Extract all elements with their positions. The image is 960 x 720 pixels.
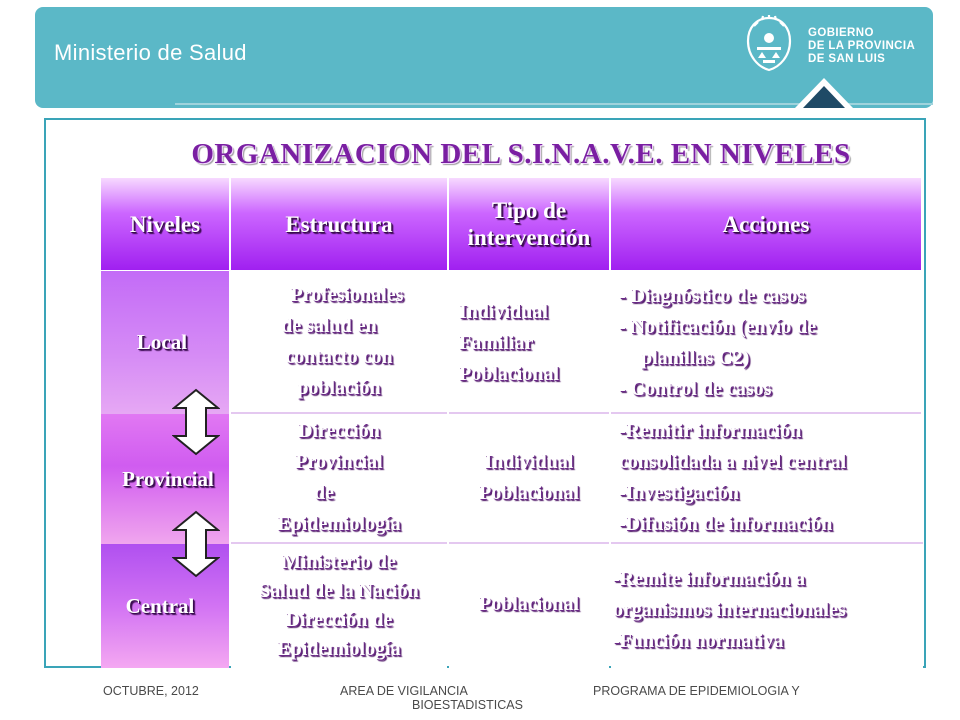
tipo-provincial: [449, 414, 609, 544]
estructura-line: Salud de la Nación: [259, 580, 419, 602]
estructura-provincial: [231, 414, 447, 544]
estructura-line: Dirección de: [285, 609, 393, 631]
column-header-tipo: [449, 178, 609, 270]
estructura-line: de salud en: [281, 314, 377, 337]
tipo-line: Poblacional: [478, 592, 579, 615]
tipo-line: Poblacional: [459, 363, 560, 385]
accion-line: - Notificación (envío de: [619, 316, 817, 338]
estructura-line: Profesionales: [290, 283, 404, 306]
column-header-label: intervención: [467, 225, 591, 250]
estructura-line: Dirección: [298, 420, 380, 442]
estructura-line: Provincial: [295, 451, 383, 473]
accion-line: - Diagnóstico de casos: [619, 285, 806, 307]
estructura-line: Epidemiología: [277, 638, 401, 660]
column-header-niveles: [101, 178, 229, 270]
gov-line-3: DE SAN LUIS: [808, 53, 886, 65]
column-header-label: Acciones: [722, 211, 810, 237]
level-label: Provincial: [122, 466, 214, 491]
estructura-line: Epidemiología: [277, 513, 401, 535]
level-label: Local: [136, 330, 188, 354]
tipo-local: [449, 271, 609, 414]
accion-line: -Función normativa: [613, 630, 784, 652]
slide-title: ORGANIZACION DEL S.I.N.A.V.E. EN NIVELES: [191, 138, 851, 170]
level-label: Central: [125, 593, 195, 618]
accion-line: - Control de casos: [619, 378, 772, 400]
accion-line: consolidada a nivel central: [619, 451, 847, 473]
accion-line: organismos internacionales: [613, 599, 846, 621]
double-arrow-icon: [172, 510, 220, 578]
footer-area-line-1: AREA DE VIGILANCIA: [340, 684, 468, 698]
footer-program: PROGRAMA DE EPIDEMIOLOGIA Y: [593, 684, 800, 698]
column-header-label: Estructura: [285, 211, 393, 237]
estructura-local: [231, 271, 447, 414]
gov-line-2: DE LA PROVINCIA: [808, 40, 916, 52]
ministry-name: Ministerio de Salud: [54, 40, 247, 65]
acciones-local: [611, 271, 921, 414]
tipo-line: Individual: [484, 451, 574, 473]
estructura-line: población: [297, 376, 381, 399]
header-tab-triangle: [793, 76, 855, 110]
double-arrow-icon: [172, 388, 220, 456]
estructura-line: de: [314, 482, 334, 504]
column-header-acciones: [611, 178, 921, 270]
column-header-estructura: [231, 178, 447, 270]
accion-line: -Investigación: [619, 482, 739, 504]
government-label: [808, 27, 915, 66]
government-seal-icon: [742, 14, 796, 74]
accion-line: planillas C2): [641, 347, 750, 369]
gov-line-1: GOBIERNO: [808, 27, 874, 39]
tipo-central: [449, 544, 609, 668]
acciones-central: [611, 544, 923, 668]
accion-line: -Remitir información: [619, 420, 802, 442]
acciones-provincial: [611, 414, 923, 544]
estructura-central: [231, 544, 447, 668]
accion-line: -Difusión de información: [619, 513, 833, 535]
column-header-label: Niveles: [129, 211, 201, 237]
tipo-line: Poblacional: [478, 482, 579, 504]
tipo-line: Individual: [459, 301, 548, 323]
tipo-line: Familiar: [459, 332, 534, 354]
estructura-line: Ministerio de: [282, 551, 396, 573]
estructura-line: contacto con: [285, 345, 393, 368]
footer-area-line-2: BIOESTADISTICAS: [412, 698, 523, 712]
footer-date: OCTUBRE, 2012: [103, 684, 199, 698]
footer-area: [340, 684, 570, 712]
accion-line: -Remite información a: [613, 568, 806, 590]
column-header-label: Tipo de: [491, 198, 567, 223]
